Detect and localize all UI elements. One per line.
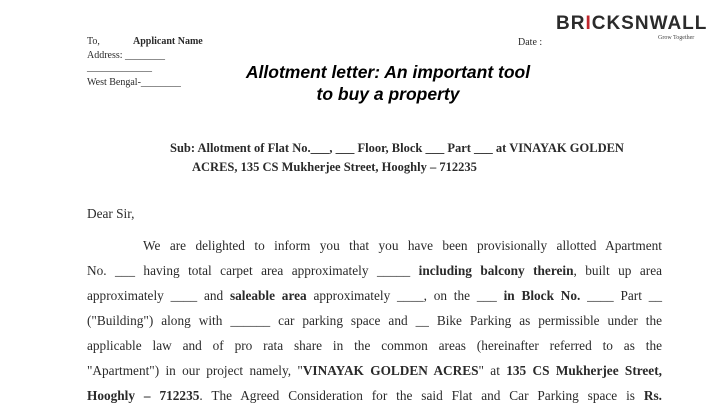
logo-tagline: Grow Together	[658, 35, 695, 41]
bold-text: VINAYAK GOLDEN ACRES	[302, 363, 479, 378]
bold-text: saleable area	[229, 288, 307, 303]
to-label: To,	[87, 36, 100, 47]
body-text: ____ Part __	[580, 288, 662, 303]
body-text: ("Building") along with ______ car parking space and __ Bike Parking as permissible under the	[87, 313, 662, 328]
body-text: applicable law and of pro rata share in the common areas (hereinafter referred to as the	[87, 338, 662, 353]
body-text: , built up area	[573, 263, 663, 278]
logo-text: CKSNWALL	[591, 13, 708, 34]
body-text: No. ___ having total carpet area approximately _____	[87, 263, 419, 278]
article-title-line2: to buy a property	[316, 84, 460, 104]
body-line	[87, 313, 662, 329]
bold-text: Rs.	[643, 388, 662, 403]
body-line	[87, 338, 662, 354]
subject-line2: ACRES, 135 CS Mukherjee Street, Hooghly – 712235	[192, 160, 477, 174]
body-text: . The Agreed Consideration for the said Flat and Car Parking space is	[199, 388, 644, 403]
body-text: We are delighted to inform you that you have been provisionally allotted Apartment	[143, 238, 662, 253]
date-label: Date :	[518, 37, 543, 48]
bold-text: in Block No.	[503, 288, 581, 303]
body-line	[87, 388, 662, 404]
body-text: approximately ____, on the ___	[306, 288, 504, 303]
article-title-line1: Allotment letter: An important tool	[245, 62, 531, 82]
body-line	[87, 263, 662, 279]
subject-line1: Sub: Allotment of Flat No.___, ___ Floor, Block ___ Part ___ at VINAYAK GOLDEN	[170, 141, 624, 155]
body-line	[143, 238, 662, 254]
bold-text: 135 CS Mukherjee Street,	[506, 363, 662, 378]
address-line2: _____________	[87, 62, 152, 73]
body-line	[87, 363, 662, 379]
bold-text: Hooghly – 712235	[87, 388, 200, 403]
applicant-name: Applicant Name	[133, 36, 203, 47]
body-text: "Apartment") in our project namely, "	[87, 363, 303, 378]
state-field: West Bengal-________	[87, 77, 181, 88]
body-text: approximately ____ and	[87, 288, 230, 303]
bricksnwall-logo	[556, 13, 707, 35]
address-field: Address: ________	[87, 50, 166, 61]
salutation: Dear Sir,	[87, 206, 135, 221]
body-text: " at	[478, 363, 507, 378]
body-line	[87, 288, 662, 304]
logo-mark: I	[585, 13, 592, 34]
logo-text: BR	[556, 13, 586, 34]
bold-text: including balcony therein	[418, 263, 574, 278]
